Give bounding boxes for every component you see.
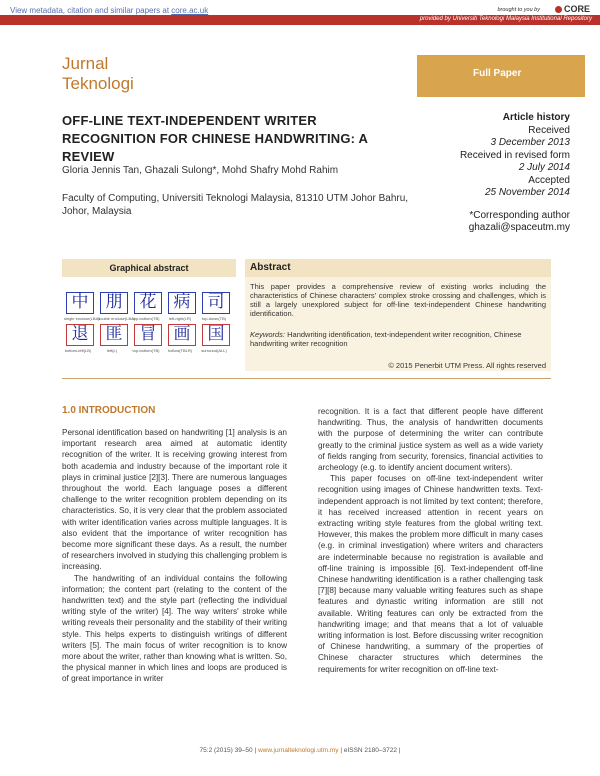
journal-name — [62, 54, 134, 94]
copyright-notice: © 2015 Penerbit UTM Press. All rights reserved — [388, 361, 546, 370]
chinese-char: 病 — [168, 292, 196, 314]
received-label: Received — [528, 124, 570, 136]
chinese-char: 朋 — [100, 292, 128, 314]
glyph-caption: bottom-left(LB) — [64, 348, 92, 353]
body-column-left — [62, 427, 287, 685]
paper-authors: Gloria Jennis Tan, Ghazali Sulong*, Mohd Shafry Mohd Rahim — [62, 165, 339, 176]
article-history — [460, 112, 570, 235]
glyph-row-bottom — [62, 324, 236, 346]
corresponding-author-email[interactable]: ghazali@spaceutm.my — [468, 222, 570, 233]
glyph-caption: left-right(LR) — [168, 316, 192, 321]
footer-issn: | eISSN 2180–3722 | — [340, 747, 401, 754]
received-date: 3 December 2013 — [490, 137, 570, 148]
glyph-row-top — [62, 292, 236, 314]
graphical-abstract-heading: Graphical abstract — [62, 259, 236, 277]
glyph-caption: top-bottom(TB) — [132, 348, 160, 353]
history-spacer — [460, 200, 570, 210]
chinese-char: 国 — [202, 324, 230, 346]
paragraph: This paper focuses on off-line text-independent writer recognition using images of Chinese handwritten texts. Text-independent approach is not limited by text content; therefore, it has received increased attention in recent years on extracting writing style features from the global writing text. However, this makes the problem more difficult in many cases (e.g. in criminal investigation) where writers and characters are indeterminable because no registration is available and off-line training is impossible [6]. Text-independent off-line Chinese handwriting identification is a rather challenging task [7][8] because many valuable writing features such as shape features and dynastic writing information are still not available. Writing features can only be extracted from the handwriting image; and that means that a lot of valuable writing information is lost. Before discussing writer recognition of Chinese handwriting, a summary of the properties of Chinese character structures which determines the requirements for writer recognition on off-line text- — [318, 474, 543, 674]
core-metadata-link[interactable] — [10, 6, 208, 15]
glyph-caption: top-bottom(TB) — [132, 316, 160, 321]
accepted-label: Accepted — [528, 174, 570, 186]
core-logo-text: CORE — [563, 4, 590, 14]
glyph-caption: surround(ALL) — [201, 348, 227, 353]
glyph-caption-row-bottom — [62, 348, 236, 353]
brought-to-you-text: brought to you by — [497, 7, 540, 13]
glyph-caption: left(L) — [106, 348, 118, 353]
glyph-caption: hollow(TBLR) — [167, 348, 193, 353]
chinese-char: 中 — [66, 292, 94, 314]
footer-site-link[interactable]: www.jurnalteknologi.utm.my — [257, 747, 339, 754]
chinese-char: 花 — [134, 292, 162, 314]
journal-name-line1: Jurnal — [62, 54, 109, 73]
revised-date: 2 July 2014 — [518, 162, 570, 173]
paragraph: Personal identification based on handwriting [1] analysis is an important research area aimed at automatic identity recognition of the writer. It is receiving growing interest from both academia and industry because of the important role it plays in criminal justice [2][3]. There are numerous languages throughout the world. Each language poses a different challenge to the writer recognition problem depending on its characteristics. So, it is very clear that the problem associated with writer identification varies across multiple languages. It is also evident that the importance of writer recognition has become more significant these days. As a result, the number of researchers involved in studying this challenging problem is increasing. — [62, 428, 287, 572]
section-divider — [62, 378, 551, 379]
glyph-caption: double enclose(LBA) — [98, 316, 136, 321]
chinese-char: 退 — [66, 324, 94, 346]
paragraph: The handwriting of an individual contains the following information; the content part (relating to the content of the handwritten text) and the style part (reflecting the individual writing style of the writer) [4]. The way writers' stroke while writing reveals their personality and the stability of their writing style. This helps experts to distinguish writings of different writers [5]. The main focus of writer recognition is to know more about the writer, rather than knowing what is written. So, the physical manner in which lines and loops are produced is of great importance in writer — [62, 573, 287, 684]
provided-by-bar — [0, 15, 600, 25]
provided-by-text: provided by Universiti Teknologi Malaysia Institutional Repository — [419, 16, 592, 22]
keywords-text: Handwriting identification, text-independent writer recognition, Chinese handwriting writer recognition — [250, 330, 522, 348]
journal-name-line2: Teknologi — [62, 74, 134, 93]
page-footer — [0, 747, 600, 754]
abstract-heading: Abstract — [245, 259, 551, 277]
body-column-right — [318, 406, 543, 675]
intro-heading: 1.0 INTRODUCTION — [62, 405, 156, 416]
paper-affiliation: Faculty of Computing, Universiti Teknologi Malaysia, 81310 UTM Johor Bahru, Johor, Malaysia — [62, 193, 409, 217]
footer-citation: 75:2 (2015) 39–50 | — [199, 747, 257, 754]
abstract-text: This paper provides a comprehensive review of existing works including the characteristics of Chinese characters' complex stroke crossing and challenges, which is still a largely unexplored subject for off-line text-independent Chinese handwriting identification. — [250, 282, 546, 318]
glyph-caption: single enclose(LBA) — [64, 316, 100, 321]
keywords — [250, 330, 546, 348]
graphical-abstract-figure — [62, 292, 236, 368]
chinese-char: 匪 — [100, 324, 128, 346]
core-ac-uk-link[interactable]: core.ac.uk — [171, 6, 209, 15]
full-paper-label: Full Paper — [473, 68, 522, 79]
keywords-label: Keywords: — [250, 330, 286, 339]
core-logo[interactable] — [555, 4, 590, 14]
core-metadata-text: View metadata, citation and similar papers at — [10, 6, 170, 15]
glyph-caption-row-top — [62, 316, 236, 321]
revised-label: Received in revised form — [459, 149, 570, 161]
full-paper-badge — [417, 55, 585, 97]
paragraph: recognition. It is a fact that different people have different handwriting. Thus, the analysis of handwritten documents with the purpose of determining the writer can contribute greatly to the criminal justice system as well as a wide variety of fields ranging from security, forensics, financial activities to archeology (e.g. to identify ancient document writers). — [318, 407, 543, 473]
chinese-char: 画 — [168, 324, 196, 346]
accepted-date: 25 November 2014 — [484, 187, 570, 198]
chinese-char: 冒 — [134, 324, 162, 346]
article-history-heading: Article history — [502, 112, 570, 123]
chinese-char: 司 — [202, 292, 230, 314]
corresponding-author-label: *Corresponding author — [469, 209, 570, 221]
paper-title: OFF-LINE TEXT-INDEPENDENT WRITER RECOGNITION FOR CHINESE HANDWRITING: A REVIEW — [62, 113, 368, 164]
core-logo-icon — [555, 6, 562, 13]
glyph-caption: top-down(TB) — [201, 316, 227, 321]
